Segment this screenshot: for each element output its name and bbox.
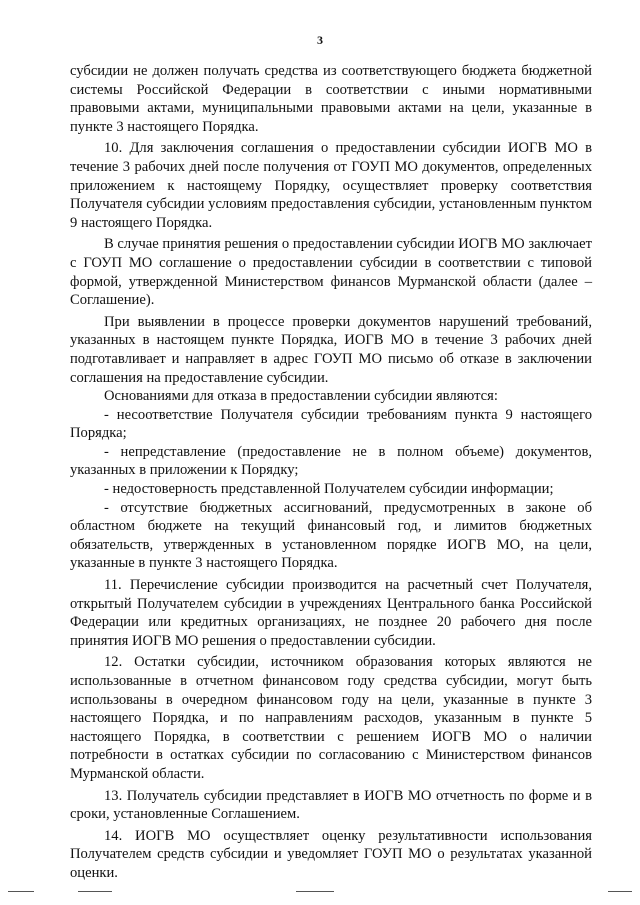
footer-scan-marks — [0, 886, 640, 898]
paragraph-item-12: 12. Остатки субсидии, источником образования которых являются не использованные в отчетном финансовом году средства субсидии, могут быть использованы в очередном финансовом году на цели, указанные в пункте 3 настоящего Порядка, и по направлениям расходов, указанным в пункте 5 настоящего Порядка, в соответствии с решением ИОГВ МО о наличии потребности в остатках субсидии по согласованию с Министерством финансов Мурманской области. — [70, 654, 592, 782]
list-item-unreliability: - недостоверность представленной Получателем субсидии информации; — [104, 481, 554, 498]
list-item-no-allocations: - отсутствие бюджетных ассигнований, предусмотренных в законе об областном бюджете на текущий финансовый год, и лимитов бюджетных обязательств, утвержденных в установленном порядке ИОГВ МО, на цели, указанные в пункте 3 настоящего Порядка. — [70, 499, 592, 572]
paragraph-item-10: 10. Для заключения соглашения о предоставлении субсидии ИОГВ МО в течение 3 рабочих дней после получения от ГОУП МО документов, определенных приложением к настоящему Порядку, осуществляет проверку соответствия Получателя субсидии условиям предоставления субсидии, установленным пунктом 9 настоящего Порядка. — [70, 140, 592, 231]
paragraph-refusal-grounds: Основаниями для отказа в предоставлении субсидии являются: — [104, 388, 498, 405]
paragraph-item-14: 14. ИОГВ МО осуществляет оценку результативности использования Получателем средств субсидии и уведомляет ГОУП МО о результатах указанной оценки. — [70, 827, 592, 881]
page-number: 3 — [317, 33, 323, 47]
scan-mark-left — [8, 891, 34, 892]
document-body — [70, 62, 592, 883]
list-item-noncompliance: - несоответствие Получателя субсидии требованиям пункта 9 настоящего Порядка; — [70, 406, 592, 442]
scan-mark-right — [608, 891, 632, 892]
list-item-nonsubmission: - непредставление (предоставление не в полном объеме) документов, указанных в приложении к Порядку; — [70, 443, 592, 479]
paragraph-continuation: субсидии не должен получать средства из соответствующего бюджета бюджетной системы Российской Федерации в соответствии с иными нормативными правовыми актами, муниципальными правовыми актами на цели, указанные в пункте 3 настоящего Порядка. — [70, 63, 592, 135]
paragraph-item-11: 11. Перечисление субсидии производится на расчетный счет Получателя, открытый Получателем субсидии в учреждениях Центрального банка Российской Федерации или кредитных организациях, не позднее 20 рабочего дня после принятия ИОГВ МО решения о предоставлении субсидии. — [70, 577, 592, 649]
scan-mark-center — [296, 891, 334, 892]
scan-mark-center-left — [78, 891, 112, 892]
paragraph-violations: При выявлении в процессе проверки документов нарушений требований, указанных в настоящем пункте Порядка, ИОГВ МО в течение 3 рабочих дней подготавливает и направляет в адрес ГОУП МО письмо об отказе в заключении соглашения на предоставление субсидии. — [70, 313, 592, 386]
paragraph-agreement-decision: В случае принятия решения о предоставлении субсидии ИОГВ МО заключает с ГОУП МО соглашение о предоставлении субсидии в соответствии с типовой формой, утвержденной Министерством финансов Мурманской области (далее – Соглашение). — [70, 236, 592, 309]
paragraph-item-13: 13. Получатель субсидии представляет в ИОГВ МО отчетность по форме и в сроки, установленные Соглашением. — [70, 787, 592, 823]
